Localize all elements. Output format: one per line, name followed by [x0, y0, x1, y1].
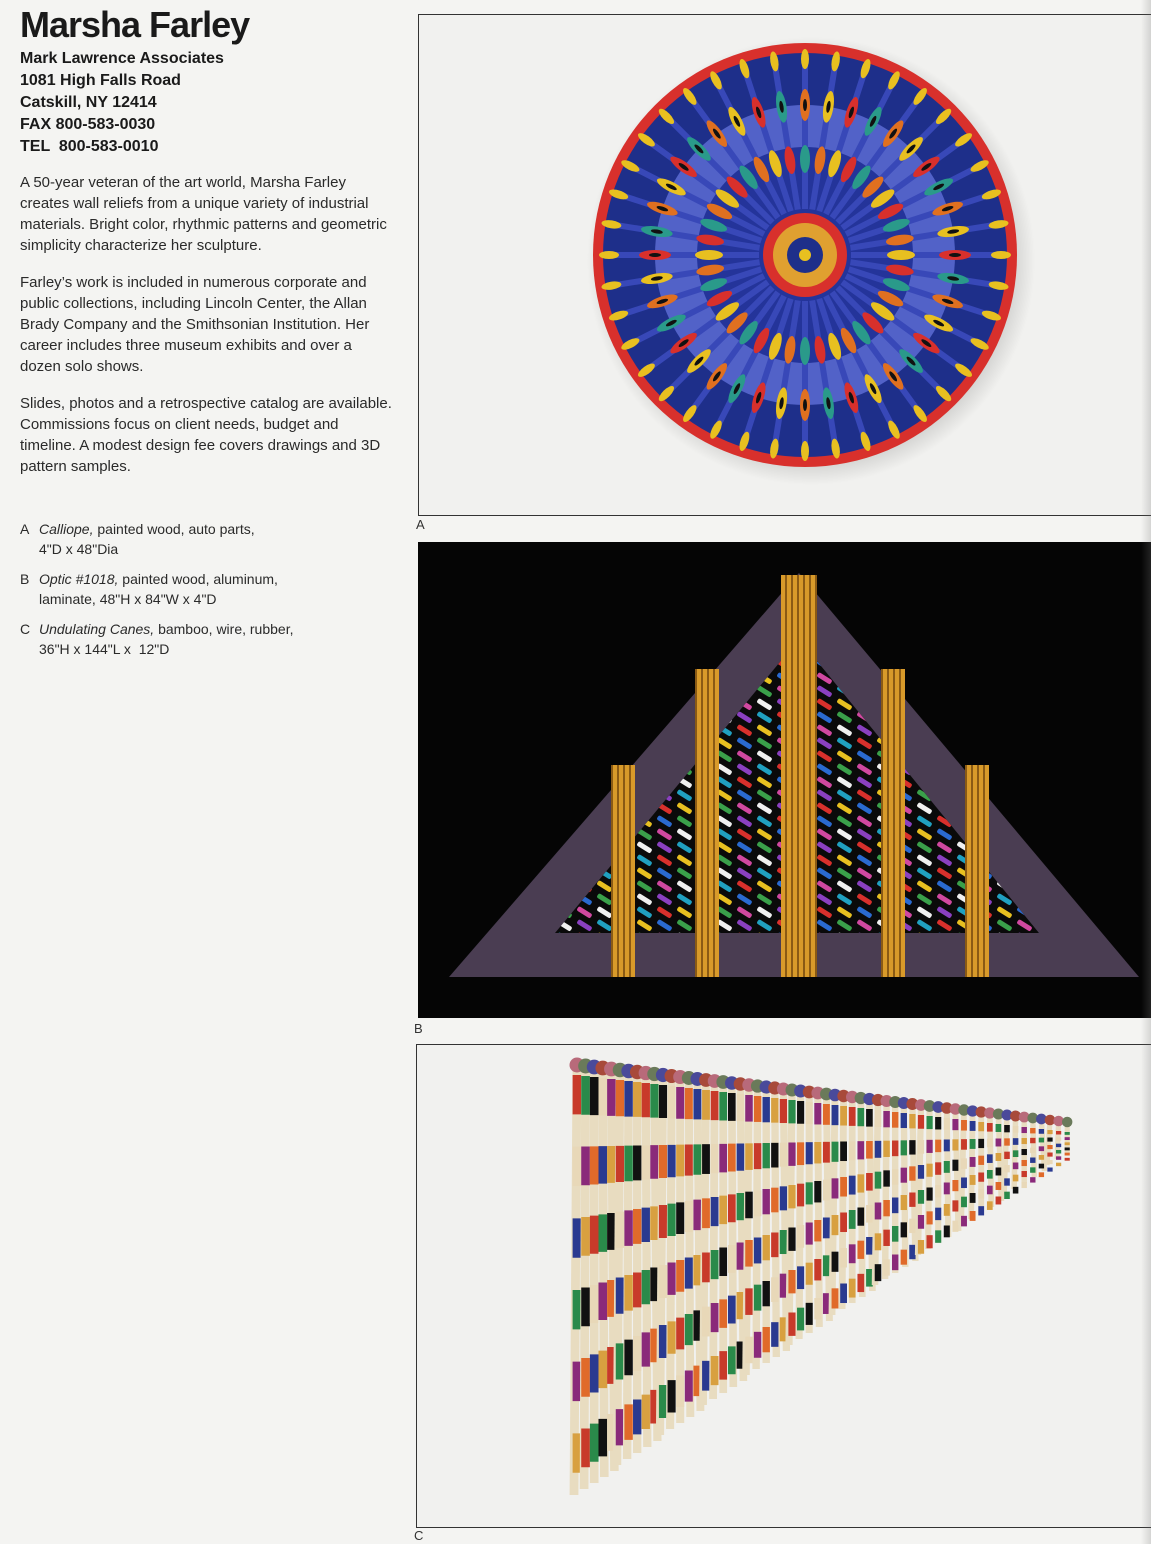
plate-a-photo [418, 14, 1151, 516]
cane-shaft [1047, 1120, 1050, 1165]
cane-shaft [584, 1066, 586, 1489]
stick [596, 685, 612, 698]
cane [915, 1099, 927, 1255]
stick [596, 763, 612, 776]
cane-shaft [789, 1090, 792, 1345]
spoke-bead-core [949, 253, 961, 257]
stick [636, 633, 652, 646]
stick [976, 646, 992, 659]
stick [996, 672, 1012, 685]
contact-block [20, 48, 395, 158]
stick [876, 646, 892, 659]
fax-line: FAX 800-583-0030 [20, 116, 156, 133]
stick [1016, 685, 1032, 698]
stick [576, 750, 592, 763]
cane [967, 1105, 978, 1221]
stick [1036, 646, 1052, 659]
stick [536, 841, 552, 854]
plate-label-b: B [414, 1021, 423, 1036]
cane-shaft [689, 1078, 691, 1417]
gold-bar [881, 669, 905, 977]
stick [1016, 646, 1032, 659]
stick [896, 633, 912, 646]
spoke-bead-core [803, 399, 807, 411]
caption-dims: 4"D x 48"Dia [39, 541, 119, 557]
cane [803, 1086, 816, 1333]
stick [1016, 776, 1032, 789]
bio-paragraph: Farley’s work is included in numerous corporate and public collections, including Lincoln Center, the Allan Brady Company and the Smithsonian Institution. Her career includes three museum exhibits and over a dozen solo shows. [20, 274, 370, 375]
stick [656, 672, 672, 685]
stick [616, 724, 632, 737]
stick [676, 646, 692, 659]
stick [536, 776, 552, 789]
plate-c-photo [416, 1044, 1151, 1528]
stick [956, 711, 972, 724]
stick [996, 737, 1012, 750]
stick [576, 763, 592, 776]
cane [984, 1107, 995, 1210]
stick [956, 646, 972, 659]
spoke-shaft [802, 53, 808, 209]
stick [536, 815, 552, 828]
stick [916, 698, 932, 711]
stick [556, 763, 572, 776]
stick [676, 633, 692, 646]
stick [916, 659, 932, 672]
stick [1016, 802, 1032, 815]
stick [676, 685, 692, 698]
stick [656, 685, 672, 698]
cane [855, 1092, 867, 1297]
stick [576, 698, 592, 711]
stick [1016, 672, 1032, 685]
bio-paragraph: A 50-year veteran of the art world, Marsha Farley creates wall reliefs from a unique variety of industrial materials. Bright color, rhythmic patterns and geometric simplicity characterize her sculpture. [20, 174, 387, 254]
stick [956, 724, 972, 737]
stick [1016, 815, 1032, 828]
stick [916, 685, 932, 698]
plate-label-a: A [416, 517, 425, 532]
cane [794, 1085, 807, 1339]
stick [1036, 698, 1052, 711]
stick [1036, 776, 1052, 789]
stick [536, 724, 552, 737]
stick [576, 776, 592, 789]
cane-shaft [885, 1101, 887, 1279]
stick [1036, 763, 1052, 776]
plate-b-photo [418, 542, 1151, 1018]
stick [616, 633, 632, 646]
stick [556, 750, 572, 763]
stick [596, 672, 612, 685]
stick [696, 633, 712, 646]
caption-title: Optic #1018, [39, 571, 119, 587]
gold-bar-center [781, 575, 817, 977]
caption-letter: A [20, 521, 30, 537]
stick [996, 646, 1012, 659]
stick [1036, 633, 1052, 646]
caption-c [20, 619, 395, 659]
stick [936, 672, 952, 685]
cane-shaft [670, 1076, 672, 1429]
stick [556, 698, 572, 711]
cane [881, 1095, 893, 1279]
stick [596, 737, 612, 750]
cane-shaft [603, 1068, 605, 1477]
stick [1036, 737, 1052, 750]
cane-shaft [574, 1065, 577, 1495]
stick [956, 685, 972, 698]
cane [760, 1080, 773, 1363]
stick [536, 633, 552, 646]
spoke-shaft [802, 301, 808, 457]
stick [996, 750, 1012, 763]
cane [751, 1079, 764, 1369]
plate-captions [20, 519, 395, 659]
stick [896, 646, 912, 659]
calliope-artwork [419, 15, 1151, 515]
cane [837, 1090, 850, 1309]
stick [916, 672, 932, 685]
stick [556, 685, 572, 698]
stick [976, 659, 992, 672]
stick [576, 802, 592, 815]
stick [916, 646, 932, 659]
stick [556, 672, 572, 685]
cane-shaft [627, 1071, 629, 1459]
stick [876, 633, 892, 646]
stick [1036, 750, 1052, 763]
stick [996, 763, 1012, 776]
stick [556, 737, 572, 750]
stick [656, 659, 672, 672]
cane-shaft [660, 1075, 663, 1435]
stick [996, 698, 1012, 711]
caption-details: painted wood, aluminum, [118, 571, 278, 587]
spoke-tip [801, 49, 809, 69]
stick [976, 750, 992, 763]
cane [1027, 1113, 1038, 1183]
spoke-tip [991, 251, 1011, 259]
stick [976, 737, 992, 750]
stick [996, 776, 1012, 789]
stick [576, 711, 592, 724]
caption-title: Undulating Canes, [39, 621, 155, 637]
spoke-bead [887, 250, 915, 260]
stick [556, 646, 572, 659]
cane [924, 1100, 936, 1249]
stick [1016, 763, 1032, 776]
canes-artwork [417, 1045, 1151, 1527]
cane [1010, 1111, 1021, 1194]
stick [616, 711, 632, 724]
cane-shaft [832, 1095, 835, 1315]
spoke-bead [695, 250, 723, 260]
stick [636, 685, 652, 698]
canes [570, 1058, 1073, 1496]
stick [556, 633, 572, 646]
stick [996, 633, 1012, 646]
stick [536, 685, 552, 698]
stick [996, 789, 1012, 802]
cane [846, 1091, 858, 1303]
cane-shaft [746, 1085, 749, 1375]
cane [1062, 1117, 1072, 1161]
cane-shaft [861, 1098, 863, 1297]
stick [536, 750, 552, 763]
stick [576, 633, 592, 646]
stick [1036, 828, 1052, 841]
spoke-tip [801, 441, 809, 461]
caption-a [20, 519, 395, 559]
cane-shaft [703, 1080, 706, 1405]
cane-shaft [713, 1081, 715, 1399]
cane [932, 1101, 944, 1243]
cane [1019, 1112, 1030, 1188]
spoke-shaft [851, 252, 1007, 258]
stick [556, 802, 572, 815]
stick [536, 828, 552, 841]
stick [636, 711, 652, 724]
stick [996, 724, 1012, 737]
stick [1036, 724, 1052, 737]
stick [956, 698, 972, 711]
cane [768, 1081, 781, 1357]
street-line: 1081 High Falls Road [20, 72, 181, 89]
stick [636, 659, 652, 672]
caption-letter: B [20, 571, 30, 587]
stick [556, 815, 572, 828]
stick [976, 672, 992, 685]
gold-bar [695, 669, 719, 977]
stick [636, 724, 652, 737]
stick [556, 724, 572, 737]
stick [616, 685, 632, 698]
stick [596, 633, 612, 646]
stick [536, 698, 552, 711]
city-line: Catskill, NY 12414 [20, 94, 157, 111]
stick [576, 737, 592, 750]
stick [556, 711, 572, 724]
cane-shaft [818, 1093, 820, 1327]
cane [941, 1102, 953, 1237]
stick [596, 724, 612, 737]
stick [916, 633, 932, 646]
stick [656, 633, 672, 646]
stick [1036, 685, 1052, 698]
cane-shaft [869, 1099, 872, 1291]
stick [636, 698, 652, 711]
stick [936, 724, 952, 737]
stick [536, 763, 552, 776]
stick [1016, 633, 1032, 646]
stick [596, 698, 612, 711]
stick [576, 724, 592, 737]
stick [576, 685, 592, 698]
gold-bar [965, 765, 989, 977]
spoke-tip [599, 251, 619, 259]
stick [1016, 737, 1032, 750]
cane-knob [1062, 1117, 1072, 1127]
caption-details: painted wood, auto parts, [93, 521, 255, 537]
text-column [20, 6, 395, 669]
caption-title: Calliope, [39, 521, 94, 537]
stick [936, 646, 952, 659]
stick [576, 646, 592, 659]
stick [696, 646, 712, 659]
stick [1036, 672, 1052, 685]
stick [596, 750, 612, 763]
stick [616, 737, 632, 750]
stick [656, 698, 672, 711]
cane-shaft [842, 1096, 844, 1309]
stick [616, 698, 632, 711]
caption-details: bamboo, wire, rubber, [154, 621, 294, 637]
stick [956, 659, 972, 672]
spoke-bead-core [803, 99, 807, 111]
cane [1036, 1114, 1047, 1177]
stick [536, 711, 552, 724]
caption-letter: C [20, 621, 31, 637]
stick [956, 737, 972, 750]
stick [936, 633, 952, 646]
stick [536, 802, 552, 815]
stick [576, 789, 592, 802]
stick [976, 685, 992, 698]
stick [996, 685, 1012, 698]
stick [956, 672, 972, 685]
bio [20, 172, 395, 477]
page-gutter-shadow [1141, 0, 1151, 1544]
optic-artwork [419, 543, 1151, 1017]
stick [596, 659, 612, 672]
bio-paragraph: Slides, photos and a retrospective catalog are available. Commissions focus on client needs, budget and timeline. A modest design fee covers drawings and 3D pattern samples. [20, 395, 392, 475]
spoke-bead-core [649, 253, 661, 257]
spoke-shaft [603, 252, 759, 258]
stick [616, 659, 632, 672]
stick [576, 659, 592, 672]
stick [556, 659, 572, 672]
tel-line: TEL 800-583-0010 [20, 138, 159, 155]
stick [676, 659, 692, 672]
cane-shaft [617, 1070, 620, 1465]
caption-b [20, 569, 395, 609]
stick [1016, 659, 1032, 672]
stick [616, 646, 632, 659]
cane-shaft [732, 1083, 734, 1387]
stick [1036, 789, 1052, 802]
cane-shaft [799, 1091, 801, 1339]
cane [889, 1096, 901, 1273]
stick [1036, 659, 1052, 672]
stick [956, 633, 972, 646]
stick [556, 789, 572, 802]
stick [996, 711, 1012, 724]
stick [1016, 724, 1032, 737]
stick [596, 711, 612, 724]
stick [1016, 711, 1032, 724]
stick [616, 750, 632, 763]
stick [536, 789, 552, 802]
stick [976, 698, 992, 711]
stick [1036, 802, 1052, 815]
hub-dot [799, 249, 811, 261]
stick [1016, 789, 1032, 802]
caption-dims: laminate, 48"H x 84"W x 4"D [39, 591, 217, 607]
stick [716, 633, 732, 646]
cane-shaft [1041, 1119, 1044, 1171]
calliope-wheel [593, 43, 1017, 467]
stick [936, 711, 952, 724]
cane-shaft [646, 1073, 648, 1447]
cane [958, 1104, 969, 1226]
stick [976, 724, 992, 737]
gold-bar [611, 765, 635, 977]
stick [1016, 750, 1032, 763]
stick [1036, 815, 1052, 828]
cane [898, 1097, 910, 1267]
spoke-bead [800, 145, 810, 173]
cane [1002, 1110, 1013, 1200]
stick [996, 659, 1012, 672]
stick [536, 659, 552, 672]
plate-label-c: C [414, 1528, 424, 1543]
cane-shaft [775, 1088, 777, 1357]
cane [716, 1075, 730, 1393]
stick [596, 646, 612, 659]
stick [1016, 698, 1032, 711]
stick [1036, 711, 1052, 724]
stick [536, 646, 552, 659]
cane [976, 1106, 987, 1215]
stick [536, 672, 552, 685]
cane [1045, 1115, 1056, 1172]
artist-name: Marsha Farley [20, 4, 250, 45]
stick [856, 633, 872, 646]
caption-dims: 36"H x 144"L x 12"D [39, 641, 170, 657]
stick [556, 776, 572, 789]
stick [656, 646, 672, 659]
cane-shaft [875, 1100, 878, 1285]
stick [936, 685, 952, 698]
stick [636, 672, 652, 685]
stick [936, 659, 952, 672]
stick [956, 750, 972, 763]
stick [536, 737, 552, 750]
stick [936, 698, 952, 711]
spoke-bead [800, 337, 810, 365]
stick [616, 672, 632, 685]
stick [976, 711, 992, 724]
stick [976, 633, 992, 646]
stick [596, 776, 612, 789]
stick [1036, 841, 1052, 854]
stick [676, 672, 692, 685]
stick [636, 646, 652, 659]
stick [576, 672, 592, 685]
agency-line: Mark Lawrence Associates [20, 50, 224, 67]
cane [811, 1087, 824, 1327]
cane-shaft [756, 1086, 758, 1369]
